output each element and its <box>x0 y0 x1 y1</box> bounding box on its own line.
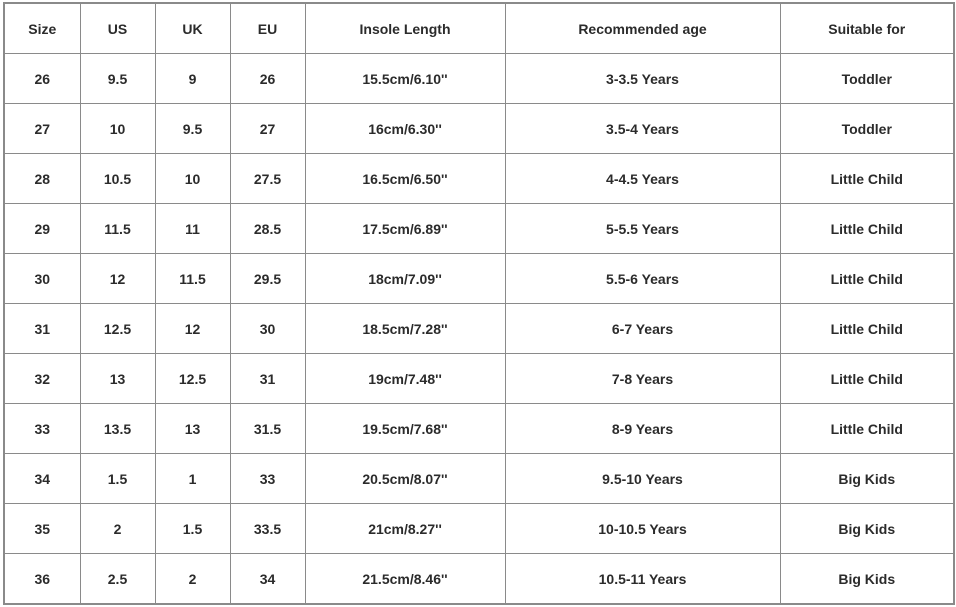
cell-suitable-for: Little Child <box>780 354 954 404</box>
cell-insole-length: 21cm/8.27'' <box>305 504 505 554</box>
cell-eu: 28.5 <box>230 204 305 254</box>
cell-suitable-for: Toddler <box>780 54 954 104</box>
cell-recommended-age: 10.5-11 Years <box>505 554 780 605</box>
cell-suitable-for: Little Child <box>780 404 954 454</box>
cell-size: 35 <box>4 504 80 554</box>
cell-us: 10.5 <box>80 154 155 204</box>
cell-insole-length: 15.5cm/6.10'' <box>305 54 505 104</box>
cell-recommended-age: 3-3.5 Years <box>505 54 780 104</box>
cell-eu: 26 <box>230 54 305 104</box>
cell-recommended-age: 5-5.5 Years <box>505 204 780 254</box>
cell-insole-length: 16.5cm/6.50'' <box>305 154 505 204</box>
table-row <box>4 404 954 454</box>
cell-insole-length: 20.5cm/8.07'' <box>305 454 505 504</box>
cell-suitable-for: Little Child <box>780 304 954 354</box>
cell-suitable-for: Big Kids <box>780 454 954 504</box>
header-recommended-age: Recommended age <box>505 3 780 54</box>
header-size: Size <box>4 3 80 54</box>
cell-size: 33 <box>4 404 80 454</box>
cell-size: 30 <box>4 254 80 304</box>
cell-uk: 12.5 <box>155 354 230 404</box>
header-suitable-for: Suitable for <box>780 3 954 54</box>
cell-uk: 1.5 <box>155 504 230 554</box>
table-row <box>4 204 954 254</box>
cell-size: 28 <box>4 154 80 204</box>
cell-us: 2.5 <box>80 554 155 605</box>
cell-suitable-for: Big Kids <box>780 504 954 554</box>
cell-size: 32 <box>4 354 80 404</box>
cell-eu: 34 <box>230 554 305 605</box>
cell-eu: 31 <box>230 354 305 404</box>
table-row <box>4 354 954 404</box>
header-row <box>4 3 954 54</box>
cell-recommended-age: 8-9 Years <box>505 404 780 454</box>
cell-size: 34 <box>4 454 80 504</box>
cell-eu: 33 <box>230 454 305 504</box>
cell-size: 29 <box>4 204 80 254</box>
cell-recommended-age: 10-10.5 Years <box>505 504 780 554</box>
cell-eu: 29.5 <box>230 254 305 304</box>
cell-uk: 9.5 <box>155 104 230 154</box>
cell-eu: 33.5 <box>230 504 305 554</box>
cell-suitable-for: Little Child <box>780 254 954 304</box>
cell-us: 10 <box>80 104 155 154</box>
table-body <box>4 54 954 605</box>
cell-recommended-age: 7-8 Years <box>505 354 780 404</box>
cell-size: 27 <box>4 104 80 154</box>
cell-eu: 27 <box>230 104 305 154</box>
header-insole-length: Insole Length <box>305 3 505 54</box>
cell-uk: 11.5 <box>155 254 230 304</box>
header-us: US <box>80 3 155 54</box>
cell-suitable-for: Little Child <box>780 154 954 204</box>
cell-eu: 27.5 <box>230 154 305 204</box>
cell-size: 31 <box>4 304 80 354</box>
cell-uk: 2 <box>155 554 230 605</box>
table-row <box>4 454 954 504</box>
table-row <box>4 304 954 354</box>
cell-uk: 1 <box>155 454 230 504</box>
table-row <box>4 554 954 605</box>
cell-us: 13.5 <box>80 404 155 454</box>
table-row <box>4 254 954 304</box>
cell-size: 26 <box>4 54 80 104</box>
table-row <box>4 504 954 554</box>
cell-us: 13 <box>80 354 155 404</box>
cell-us: 9.5 <box>80 54 155 104</box>
cell-recommended-age: 3.5-4 Years <box>505 104 780 154</box>
cell-insole-length: 17.5cm/6.89'' <box>305 204 505 254</box>
cell-uk: 12 <box>155 304 230 354</box>
cell-us: 11.5 <box>80 204 155 254</box>
cell-size: 36 <box>4 554 80 605</box>
cell-uk: 13 <box>155 404 230 454</box>
cell-recommended-age: 9.5-10 Years <box>505 454 780 504</box>
cell-eu: 31.5 <box>230 404 305 454</box>
cell-insole-length: 18cm/7.09'' <box>305 254 505 304</box>
cell-insole-length: 21.5cm/8.46'' <box>305 554 505 605</box>
cell-us: 1.5 <box>80 454 155 504</box>
cell-suitable-for: Little Child <box>780 204 954 254</box>
size-chart-table <box>3 2 955 605</box>
cell-us: 12.5 <box>80 304 155 354</box>
cell-recommended-age: 5.5-6 Years <box>505 254 780 304</box>
cell-suitable-for: Big Kids <box>780 554 954 605</box>
table-row <box>4 54 954 104</box>
cell-recommended-age: 6-7 Years <box>505 304 780 354</box>
cell-suitable-for: Toddler <box>780 104 954 154</box>
cell-uk: 11 <box>155 204 230 254</box>
table-row <box>4 104 954 154</box>
cell-uk: 9 <box>155 54 230 104</box>
cell-insole-length: 16cm/6.30'' <box>305 104 505 154</box>
cell-insole-length: 19.5cm/7.68'' <box>305 404 505 454</box>
cell-insole-length: 18.5cm/7.28'' <box>305 304 505 354</box>
cell-eu: 30 <box>230 304 305 354</box>
cell-recommended-age: 4-4.5 Years <box>505 154 780 204</box>
table-row <box>4 154 954 204</box>
header-uk: UK <box>155 3 230 54</box>
header-eu: EU <box>230 3 305 54</box>
cell-insole-length: 19cm/7.48'' <box>305 354 505 404</box>
cell-us: 2 <box>80 504 155 554</box>
cell-us: 12 <box>80 254 155 304</box>
cell-uk: 10 <box>155 154 230 204</box>
